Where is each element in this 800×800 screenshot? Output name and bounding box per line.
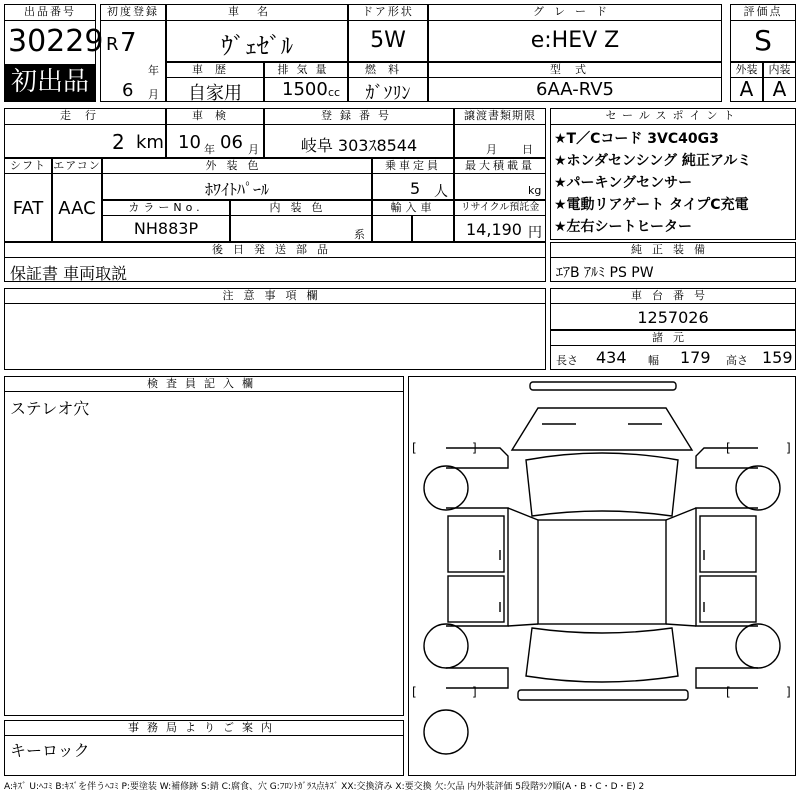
- length-label: 長さ: [556, 354, 578, 367]
- hood-outline: [512, 408, 692, 450]
- length: 434: [596, 348, 627, 367]
- fuel: ｶﾞｿﾘﾝ: [365, 83, 411, 104]
- office-note: キーロック: [10, 741, 90, 760]
- ac: AAC: [58, 198, 96, 219]
- inspection-month-unit: 月: [248, 143, 259, 156]
- history-label: 車歴: [166, 62, 264, 78]
- load-unit: kg: [528, 184, 542, 197]
- roof-outline: [538, 520, 666, 624]
- door-label: ドア形状: [348, 4, 428, 21]
- interior-grade: A: [772, 77, 787, 101]
- history: 自家用: [188, 83, 242, 104]
- transfer-month-unit: 月: [486, 143, 497, 156]
- body-right-side: [696, 448, 758, 688]
- sales-point-5: ★左右シートヒーター: [554, 219, 692, 235]
- bracket-fl-open: [: [412, 441, 417, 455]
- vehicle-diagram: [408, 376, 796, 776]
- plate-number: 岐阜 303ｽ8544: [300, 136, 418, 155]
- sales-point-3: ★パーキングセンサー: [554, 175, 693, 191]
- spec-label: 諸元: [550, 330, 796, 346]
- bracket-rr-open: [: [726, 685, 731, 699]
- width: 179: [680, 348, 711, 367]
- door-rr-outline: [700, 576, 756, 622]
- width-label: 幅: [648, 354, 659, 367]
- car-name: ｳﾞｪｾﾞﾙ: [221, 32, 293, 60]
- inspection-month: 06: [220, 132, 243, 153]
- era: R: [106, 34, 119, 55]
- score-label: 評価点: [730, 4, 796, 21]
- displacement: 1500: [282, 79, 328, 100]
- sales-point-2: ★ホンダセンシング 純正アルミ: [554, 153, 752, 169]
- inspector-note: ステレオ穴: [10, 399, 90, 418]
- exterior-color: ﾎﾜｲﾄﾊﾟｰﾙ: [204, 180, 269, 199]
- wheel-front-right-icon: [736, 466, 780, 510]
- bracket-rl-open: [: [412, 685, 417, 699]
- grade-label: グレード: [428, 4, 722, 21]
- import-label: 輸入車: [372, 200, 454, 216]
- reg-month-unit: 月: [148, 88, 159, 101]
- mileage-label: 走行: [4, 108, 166, 125]
- capacity-label: 乗車定員: [372, 158, 454, 174]
- recycle-label: リサイクル預託金: [454, 200, 546, 216]
- chassis-number: 1257026: [637, 308, 709, 327]
- wheel-front-left-icon: [424, 466, 468, 510]
- recycle-fee: 14,190: [466, 220, 522, 239]
- fuel-label: 燃料: [348, 62, 428, 78]
- bracket-rl-close: ]: [472, 685, 477, 699]
- model: 6AA-RV5: [536, 79, 614, 100]
- sales-point-1: ★T／Cコード 3VC40G3: [554, 131, 719, 147]
- displacement-label: 排気量: [264, 62, 348, 78]
- equipment: ｴｱB ｱﾙﾐ PS PW: [556, 265, 654, 281]
- windshield-outline: [526, 453, 678, 516]
- exterior-grade: A: [739, 77, 754, 101]
- score: S: [754, 24, 772, 57]
- bracket-rr-close: ]: [786, 685, 791, 699]
- capacity: 5: [410, 179, 421, 198]
- height: 159: [762, 348, 793, 367]
- notes-label: 注意事項欄: [4, 288, 546, 304]
- equipment-label: 純正装備: [550, 242, 796, 258]
- door-type: 5W: [370, 28, 406, 53]
- plate-label: 登録番号: [264, 108, 454, 125]
- chassis-label: 車台番号: [550, 288, 796, 304]
- inspector-label: 検査員記入欄: [4, 376, 404, 392]
- mileage: 2: [112, 130, 125, 154]
- rear-bumper-outline: [518, 690, 688, 700]
- sales-points-label: セールスポイント: [550, 108, 796, 125]
- spare-wheel-icon: [424, 710, 468, 754]
- color-no: NH883P: [133, 219, 199, 238]
- exterior-label: 外装: [730, 62, 763, 78]
- ac-label: エアコン: [53, 159, 101, 172]
- first-listing-badge: 初出品: [5, 64, 95, 101]
- load-label: 最大積載量: [454, 158, 546, 174]
- int-color-label: 内装色: [230, 200, 372, 216]
- sales-point-4: ★電動リアゲート タイプC充電: [554, 197, 749, 213]
- lot-no: 30229: [8, 24, 104, 59]
- bracket-fl-close: ]: [472, 441, 477, 455]
- grade: e:HEV Z: [530, 28, 620, 53]
- door-fr-outline: [700, 516, 756, 572]
- inspector-box: [4, 376, 404, 716]
- color-no-label: カラーNo.: [102, 200, 230, 216]
- shift-label: シフト: [4, 158, 52, 174]
- first-reg-label: 初度登録: [100, 4, 166, 21]
- capacity-unit: 人: [434, 184, 448, 200]
- front-bumper-outline: [530, 382, 676, 390]
- bracket-fr-close: ]: [786, 441, 791, 455]
- inspection-year-unit: 年: [204, 143, 215, 156]
- reg-month: 6: [122, 80, 134, 101]
- recycle-unit: 円: [528, 225, 542, 241]
- interior-label: 内装: [763, 62, 796, 78]
- rear-glass-outline: [526, 628, 678, 682]
- sales-point-list: [554, 128, 794, 238]
- inspection-label: 車検: [166, 108, 264, 125]
- int-color-unit: 系: [354, 228, 365, 241]
- transfer-label: 譲渡書類期限: [454, 108, 546, 125]
- door-fl-outline: [448, 516, 504, 572]
- inspection-year: 10: [178, 132, 201, 153]
- later-docs: 保証書 車両取説: [10, 264, 128, 283]
- shift: FAT: [12, 198, 44, 219]
- later-docs-label: 後日発送部品: [4, 242, 546, 258]
- lot-no-label: 出品番号: [4, 4, 96, 21]
- displacement-unit: cc: [328, 86, 341, 99]
- office-label: 事務局よりご案内: [4, 720, 404, 736]
- transfer-day-unit: 日: [522, 143, 533, 156]
- car-name-label: 車名: [166, 4, 348, 21]
- body-left-side: [446, 448, 508, 688]
- reg-year-unit: 年: [148, 64, 159, 77]
- bracket-fr-open: [: [726, 441, 731, 455]
- model-label: 型式: [428, 62, 722, 78]
- mileage-unit: km: [136, 132, 164, 153]
- door-rl-outline: [448, 576, 504, 622]
- color-label: 外装色: [102, 158, 372, 174]
- wheel-rear-right-icon: [736, 624, 780, 668]
- wheel-rear-left-icon: [424, 624, 468, 668]
- reg-year: 7: [120, 28, 137, 58]
- legend: A:ｷｽﾞ U:ﾍｺﾐ B:ｷｽﾞを伴うﾍｺﾐ P:要塗装 W:補修跡 S:錆 C:腐食、穴 G:ﾌﾛﾝﾄｶﾞﾗｽ点ｷｽﾞ XX:交換済み X:要交換 欠:欠品 内外装評価 5段階ﾗﾝｸ順(A・B・C・D・E) 2: [4, 782, 645, 792]
- height-label: 高さ: [726, 354, 748, 367]
